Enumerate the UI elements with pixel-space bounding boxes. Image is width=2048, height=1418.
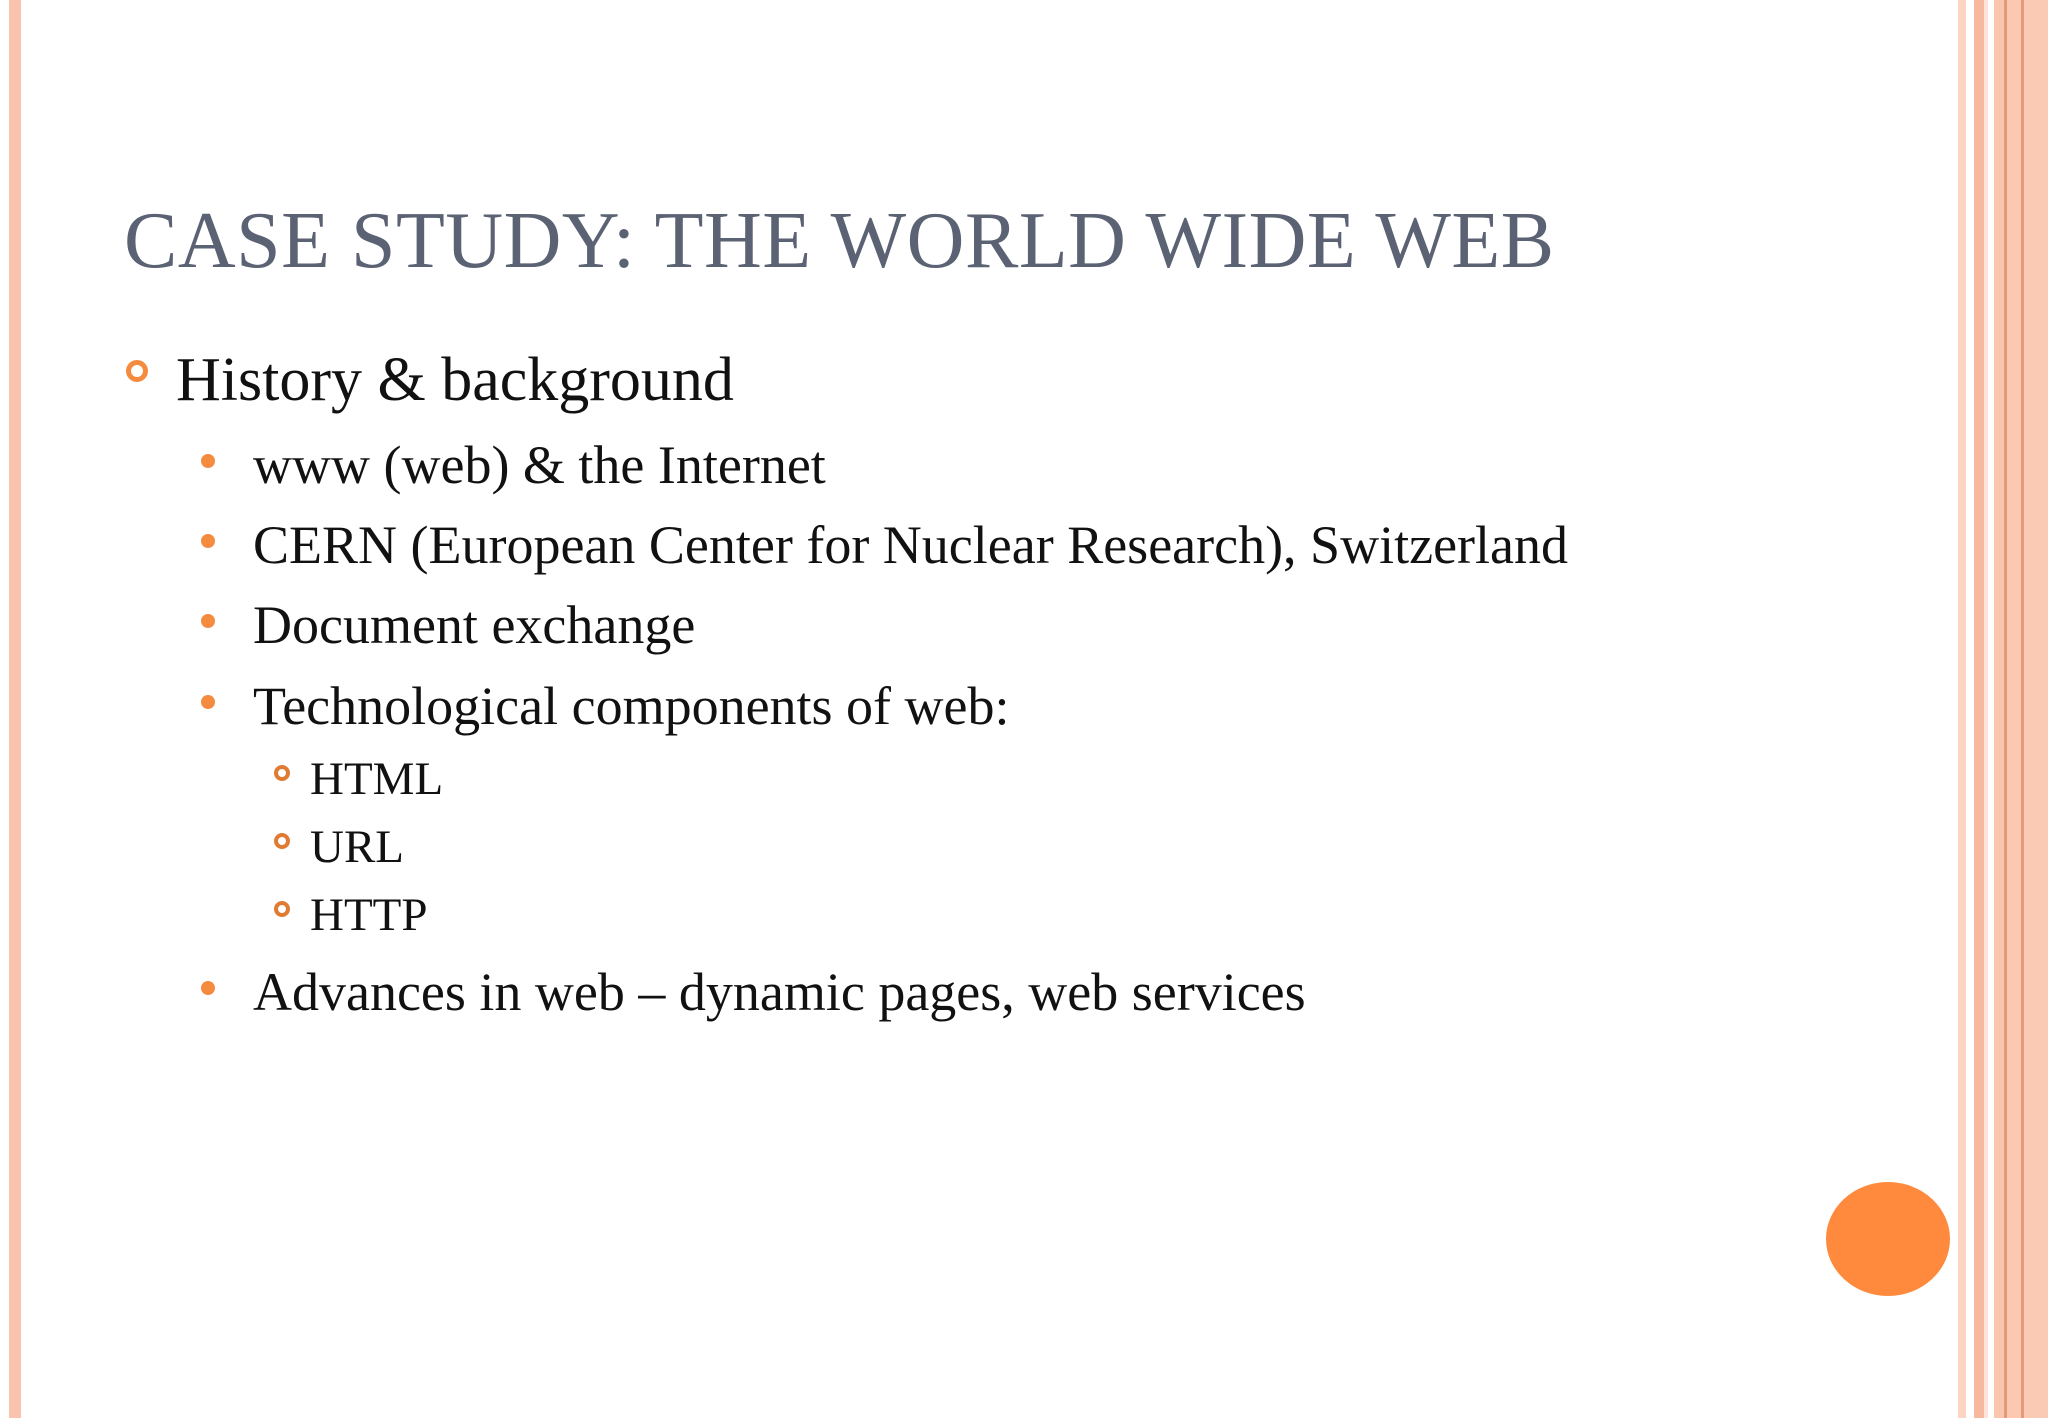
sub-bullet-cern: CERN (European Center for Nuclear Research), Switzerland: [253, 515, 1568, 575]
orange-circle-decoration: [1826, 1182, 1950, 1296]
dot-bullet-icon: [201, 614, 215, 628]
bullet-history-background: History & background: [176, 346, 734, 414]
sub-sub-bullet-html: HTML: [310, 753, 444, 805]
hollow-circle-bullet-icon: [274, 901, 290, 917]
right-border-stripe: [1958, 0, 1966, 1418]
left-border-stripe: [9, 0, 21, 1418]
sub-bullet-advances: Advances in web – dynamic pages, web services: [253, 962, 1306, 1022]
sub-bullet-www: www (web) & the Internet: [253, 435, 826, 495]
sub-bullet-tech-components: Technological components of web:: [253, 676, 1010, 736]
sub-sub-bullet-http: HTTP: [310, 889, 428, 941]
right-border-stripe: [2024, 0, 2048, 1418]
right-border-stripe: [1994, 0, 2004, 1418]
hollow-circle-bullet-icon: [126, 360, 148, 382]
right-border-stripe: [1966, 0, 1974, 1418]
dot-bullet-icon: [201, 695, 215, 709]
hollow-circle-bullet-icon: [274, 765, 290, 781]
dot-bullet-icon: [201, 981, 215, 995]
right-border-stripe: [1974, 0, 1984, 1418]
hollow-circle-bullet-icon: [274, 833, 290, 849]
sub-bullet-document-exchange: Document exchange: [253, 595, 696, 655]
dot-bullet-icon: [201, 534, 215, 548]
sub-sub-bullet-url: URL: [310, 821, 404, 873]
right-border-stripe: [2007, 0, 2021, 1418]
slide-title: CASE STUDY: THE WORLD WIDE WEB: [124, 197, 1555, 285]
dot-bullet-icon: [201, 454, 215, 468]
